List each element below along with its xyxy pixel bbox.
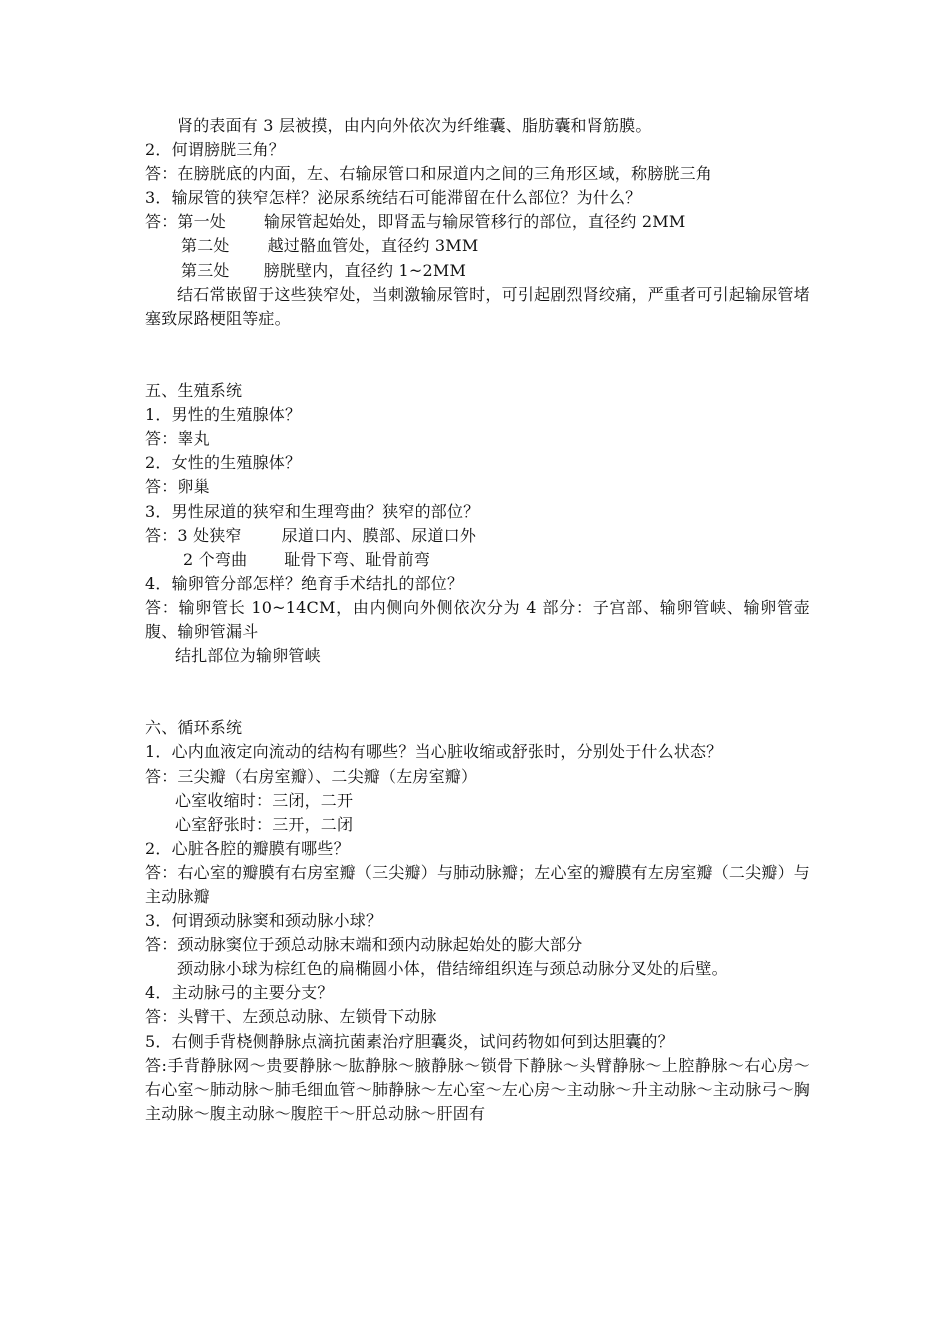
kidney-answer-3-second bbox=[145, 234, 810, 258]
answer-label-narrow: 答：3 处狭窄 bbox=[145, 525, 242, 545]
circulatory-question-2: 2．心脏各腔的瓣膜有哪些？ bbox=[145, 838, 350, 858]
circulatory-answer-3-note: 颈动脉小球为棕红色的扁椭圆小体，借结缔组织连与颈总动脉分叉处的后壁。 bbox=[177, 959, 728, 979]
kidney-answer-3-note: 结石常嵌留于这些狭窄处，当刺激输尿管时，可引起剧烈肾绞痛，严重者可引起输尿管堵塞致尿路梗阻等症。 bbox=[145, 284, 810, 328]
circulatory-answer-2: 答：右心室的瓣膜有右房室瓣（三尖瓣）与肺动脉瓣；左心室的瓣膜有左房室瓣（二尖瓣）与主动脉瓣 bbox=[145, 862, 810, 906]
answer-text-curve: 耻骨下弯、耻骨前弯 bbox=[284, 549, 431, 569]
answer-text-second: 越过骼血管处，直径约 3MM bbox=[267, 236, 479, 256]
kidney-question-3: 3．输尿管的狭窄怎样？泌尿系统结石可能滞留在什么部位？为什么？ bbox=[145, 188, 642, 208]
circulatory-answer-1: 答：三尖瓣（右房室瓣）、二尖瓣（左房室瓣） bbox=[145, 766, 478, 786]
kidney-answer-2: 答：在膀胱底的内面，左、右输尿管口和尿道内之间的三角形区域，称膀胱三角 bbox=[145, 164, 713, 184]
reproductive-answer-4-note: 结扎部位为输卵管峡 bbox=[175, 646, 321, 666]
answer-label-second: 第二处 bbox=[181, 236, 230, 256]
circulatory-heading: 六、循环系统 bbox=[145, 718, 243, 738]
reproductive-answer-3-curve bbox=[145, 548, 810, 572]
reproductive-answer-4: 答：输卵管长 10~14CM，由内侧向外侧依次分为 4 部分：子宫部、输卵管峡、输卵管壶腹、输卵管漏斗 bbox=[145, 597, 810, 641]
reproductive-answer-2: 答：卵巢 bbox=[145, 477, 210, 497]
circulatory-answer-5: 答:手背静脉网～贵要静脉～肱静脉～腋静脉～锁骨下静脉～头臂静脉～上腔静脉～右心房～右心室～肺动脉～肺毛细血管～肺静脉～左心室～左心房～主动脉～升主动脉～主动脉弓～胸主动脉～腹主动脉～腹腔干～肝总动脉～肝固有 bbox=[145, 1055, 810, 1123]
kidney-layers-note: 肾的表面有 3 层被摸，由内向外依次为纤维囊、脂肪囊和肾筋膜。 bbox=[177, 116, 652, 135]
circulatory-answer-1-systole: 心室收缩时：三闭，二开 bbox=[175, 790, 354, 810]
document-body bbox=[145, 114, 810, 1126]
circulatory-question-3: 3．何谓颈动脉窦和颈动脉小球？ bbox=[145, 911, 383, 931]
reproductive-heading: 五、生殖系统 bbox=[145, 381, 243, 401]
reproductive-question-2: 2．女性的生殖腺体？ bbox=[145, 453, 302, 473]
reproductive-question-4: 4．输卵管分部怎样？绝育手术结扎的部位？ bbox=[145, 573, 464, 593]
answer-label-third: 第三处 bbox=[181, 260, 230, 280]
circulatory-answer-4: 答：头臂干、左颈总动脉、左锁骨下动脉 bbox=[145, 1007, 437, 1027]
circulatory-answer-1-diastole: 心室舒张时：三开，二闭 bbox=[175, 814, 354, 834]
answer-text-first: 输尿管起始处，即肾盂与输尿管移行的部位，直径约 2MM bbox=[264, 212, 686, 232]
answer-text-third: 膀胱壁内，直径约 1~2MM bbox=[263, 260, 467, 280]
reproductive-answer-1: 答：睾丸 bbox=[145, 429, 210, 449]
reproductive-answer-3-narrow bbox=[145, 524, 810, 548]
circulatory-question-4: 4．主动脉弓的主要分支？ bbox=[145, 983, 334, 1003]
kidney-answer-3-third bbox=[145, 259, 810, 283]
reproductive-question-1: 1．男性的生殖腺体？ bbox=[145, 405, 302, 425]
answer-text-narrow: 尿道口内、膜部、尿道口外 bbox=[281, 525, 477, 545]
answer-label-first: 答：第一处 bbox=[145, 212, 227, 232]
kidney-question-2: 2．何谓膀胱三角？ bbox=[145, 140, 285, 160]
kidney-answer-3-first bbox=[145, 210, 810, 234]
circulatory-question-1: 1．心内血液定向流动的结构有哪些？当心脏收缩或舒张时，分别处于什么状态？ bbox=[145, 742, 723, 762]
reproductive-question-3: 3．男性尿道的狭窄和生理弯曲？狭窄的部位？ bbox=[145, 501, 480, 521]
circulatory-question-5: 5．右侧手背桡侧静脉点滴抗菌素治疗胆囊炎，试问药物如何到达胆囊的？ bbox=[145, 1031, 674, 1051]
answer-label-curve: 2 个弯曲 bbox=[183, 549, 248, 569]
circulatory-answer-3: 答：颈动脉窦位于颈总动脉末端和颈内动脉起始处的膨大部分 bbox=[145, 935, 583, 955]
